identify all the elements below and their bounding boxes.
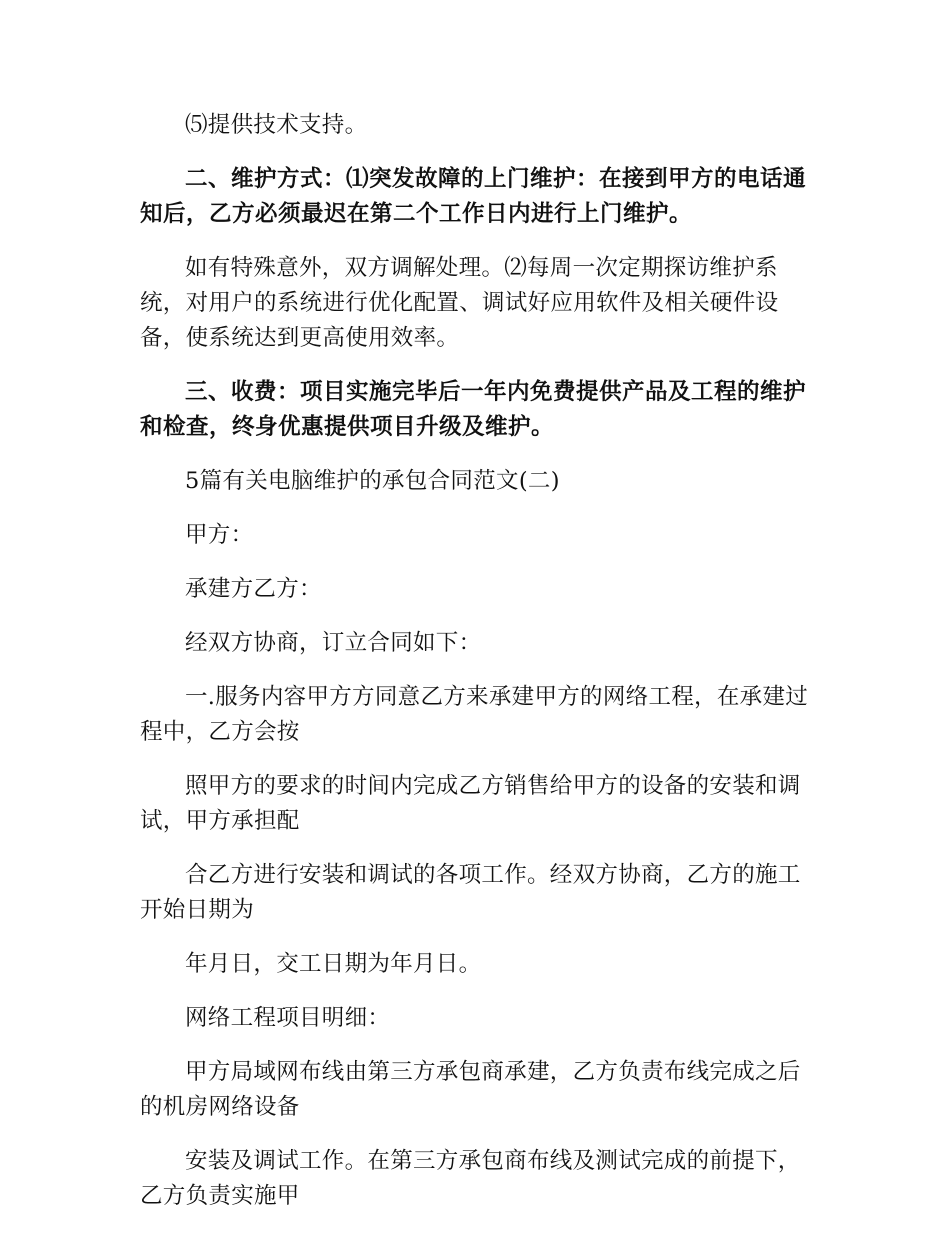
paragraph-tech-support: ⑸提供技术支持。 [185,112,368,138]
paragraph-install-timing: 照甲方的要求的时间内完成乙方销售给甲方的设备的安装和调试，甲方承担配 [140,773,801,834]
paragraph-completion-date: 年月日，交工日期为年月日。 [185,951,482,977]
heading-fees: 三、收费：项目实施完毕后一年内免费提供产品及工程的维护和检查，终身优惠提供项目升级及维护。 [140,379,807,440]
document-subtitle: 5篇有关电脑维护的承包合同范文(二) [185,468,560,494]
paragraph-service-content: 一.服务内容甲方方同意乙方来承建甲方的网络工程，在承建过程中，乙方会按 [140,684,809,745]
paragraph-maintenance-detail: 如有特殊意外，双方调解处理。⑵每周一次定期探访维护系统，对用户的系统进行优化配置、调试好应用软件及相关硬件设备，使系统达到更高使用效率。 [140,255,779,351]
party-b-label: 承建方乙方： [185,576,322,602]
document-body [140,108,812,1233]
paragraph-start-date: 合乙方进行安装和调试的各项工作。经双方协商，乙方的施工开始日期为 [140,862,801,923]
party-a-label: 甲方： [185,522,254,548]
heading-project-details: 网络工程项目明细： [185,1005,391,1031]
paragraph-installation-work: 安装及调试工作。在第三方承包商布线及测试完成的前提下，乙方负责实施甲 [140,1148,801,1209]
paragraph-cabling: 甲方局域网布线由第三方承包商承建，乙方负责布线完成之后的机房网络设备 [140,1059,801,1120]
heading-maintenance-method: 二、维护方式：⑴突发故障的上门维护：在接到甲方的电话通知后，乙方必须最迟在第二个工作日内进行上门维护。 [140,166,807,227]
paragraph-agreement-intro: 经双方协商，订立合同如下： [185,630,482,656]
